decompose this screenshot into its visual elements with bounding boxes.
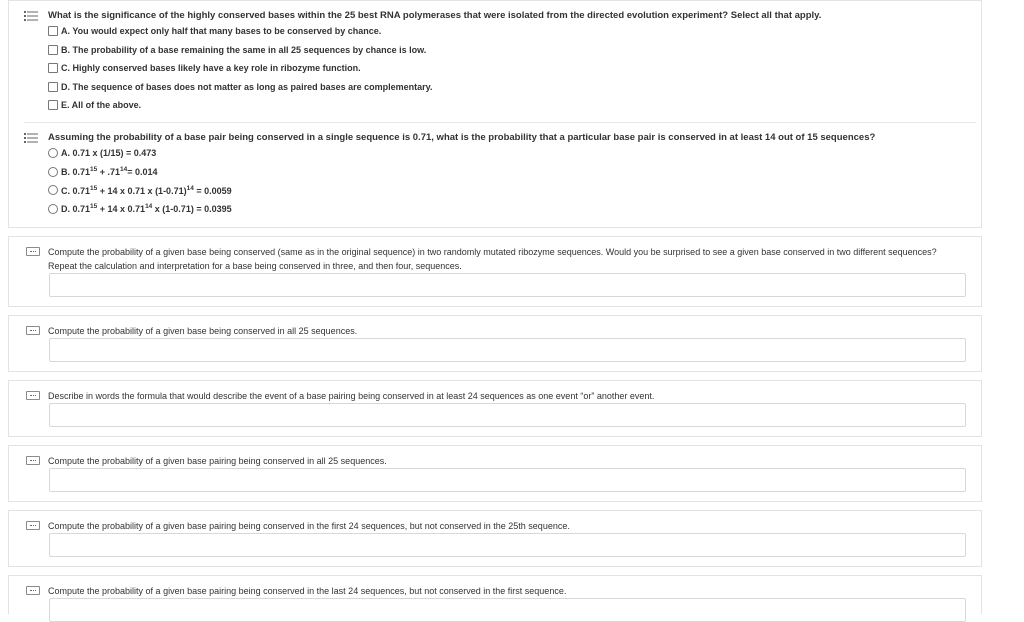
answer-input[interactable]: [49, 533, 966, 557]
option-b[interactable]: [48, 41, 974, 60]
option-label: C. $0.71^{15} + 14$ x 0.71 x $(1-0.71)^{14} = 0.0059$: [61, 184, 232, 196]
answer-input[interactable]: [49, 598, 966, 622]
question-prompt: Describe in words the formula that would describe the event of a base pairing being conserved in at least 24 sequences as one event “or” another event.: [48, 391, 655, 401]
option-label: D. The sequence of bases does not matter as long as paired bases are complementary.: [61, 81, 433, 92]
question-prompt: Assuming the probability of a base pair being conserved in a single sequence is 0.71, what is the probability that a particular base pair is conserved in at least 14 out of 15 sequences?: [48, 132, 876, 143]
answer-input[interactable]: [49, 468, 966, 492]
option-c[interactable]: [48, 59, 974, 78]
question-prompt: Compute the probability of a given base pairing being conserved in the first 24 sequences, but not conserved in the 25th sequence.: [48, 521, 570, 531]
text-entry-icon: [26, 521, 40, 530]
divider: [24, 122, 976, 123]
radio[interactable]: [48, 148, 58, 158]
checkbox[interactable]: [48, 45, 58, 55]
radio[interactable]: [48, 204, 58, 214]
question-prompt: Compute the probability of a given base pairing being conserved in all 25 sequences.: [48, 456, 387, 466]
question-prompt: Compute the probability of a given base being conserved in all 25 sequences.: [48, 326, 358, 336]
text-entry-icon: [26, 247, 40, 256]
question-2: [24, 131, 974, 218]
text-entry-icon: [26, 326, 40, 335]
option-e[interactable]: [48, 96, 974, 115]
option-a[interactable]: [48, 144, 974, 163]
option-label: [61, 148, 156, 158]
checkbox[interactable]: [48, 26, 58, 36]
question-1: [24, 9, 974, 115]
text-entry-icon: [26, 586, 40, 595]
text-entry-icon: [26, 391, 40, 400]
exponent: 15: [90, 184, 98, 192]
multiple-choice-card: [8, 0, 982, 228]
option-label: E. All of the above.: [61, 100, 142, 111]
option-b[interactable]: [48, 163, 974, 182]
option-d[interactable]: [48, 78, 974, 97]
question-prompt: What is the significance of the highly conserved bases within the 25 best RNA polymerases that were isolated from the directed evolution experiment? Select all that apply.: [48, 10, 822, 21]
answer-input[interactable]: [49, 273, 966, 297]
free-response-card-6: [8, 575, 982, 614]
option-a[interactable]: [48, 22, 974, 41]
option-label: D. $0.71^{15} + 14$ x 0.71$^{14}$ x (1-0.71) = 0.0395: [61, 203, 232, 215]
checkbox[interactable]: [48, 63, 58, 73]
option-label: B. $0.71^{15} + .71^{14}= 0.014$: [61, 166, 158, 178]
option-d[interactable]: [48, 200, 974, 219]
checkbox[interactable]: [48, 100, 58, 110]
exponent: 15: [90, 166, 98, 174]
list-question-icon: [24, 11, 38, 21]
radio[interactable]: [48, 185, 58, 195]
exponent: 14: [120, 166, 128, 174]
list-question-icon: [24, 133, 38, 143]
question-prompt: Compute the probability of a given base pairing being conserved in the last 24 sequences, but not conserved in the first sequence.: [48, 586, 567, 596]
free-response-card-3: [8, 380, 982, 437]
option-label: A. You would expect only half that many bases to be conserved by chance.: [61, 26, 382, 37]
free-response-card-2: [8, 315, 982, 372]
exponent: 14: [145, 203, 153, 211]
free-response-card-1: [8, 236, 982, 307]
option-label: C. Highly conserved bases likely have a key role in ribozyme function.: [61, 63, 361, 74]
option-c[interactable]: [48, 181, 974, 200]
option-label: B. The probability of a base remaining the same in all 25 sequences by chance is low.: [61, 44, 427, 55]
option-text: A. 0.71 x (1/15) = 0.473: [61, 148, 157, 159]
free-response-card-4: [8, 445, 982, 502]
checkbox[interactable]: [48, 82, 58, 92]
exponent: 15: [90, 203, 98, 211]
exponent: 14: [186, 184, 194, 192]
text-entry-icon: [26, 456, 40, 465]
question-prompt: Compute the probability of a given base being conserved (same as in the original sequence) in two randomly mutated ribozyme sequences. Would you be surprised to see a given base conserved in two different sequences? Repeat the calculation and interpretation for a base being conserved in three, and then four, sequences.: [48, 247, 937, 271]
free-response-card-5: [8, 510, 982, 567]
radio[interactable]: [48, 167, 58, 177]
answer-input[interactable]: [49, 338, 966, 362]
answer-input[interactable]: [49, 403, 966, 427]
